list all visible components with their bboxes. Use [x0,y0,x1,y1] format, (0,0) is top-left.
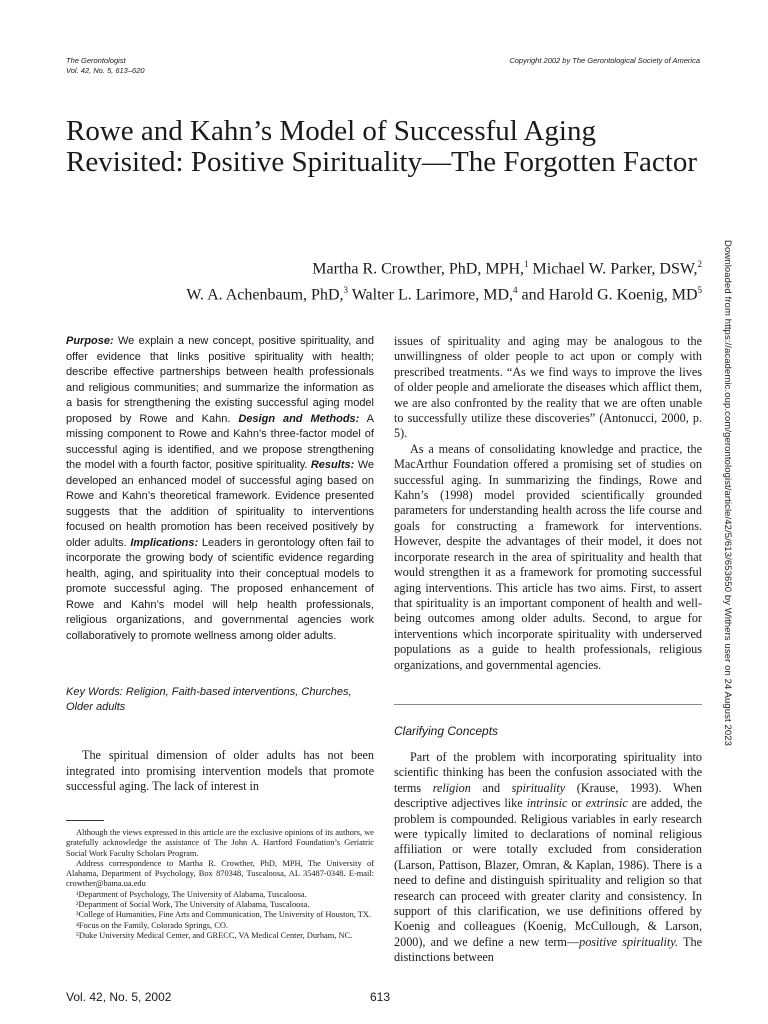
abstract [66,334,374,644]
download-note: Downloaded from https://academic.oup.com/gerontologist/article/42/5/613/653650 by Withers user on 24 August 2023 [722,240,733,747]
footnote-affiliation: ¹Department of Psychology, The University of Alabama, Tuscaloosa. [76,889,307,899]
journal-header [66,56,145,76]
term-extrinsic: extrinsic [585,796,628,811]
footnote-affiliation: ³College of Humanities, Fine Arts and Communication, The University of Houston, TX. [76,910,372,920]
abstract-label-implications: Implications: [130,536,199,549]
author-line-2 [42,280,702,306]
term-positive-spirituality: positive spirituality. [579,934,679,949]
abstract-purpose: We explain a new concept, positive spirituality, and offer evidence that links positive spirituality with health; describe effective partnerships between health professionals and religious communities; and summarize the information as a basis for strengthening the existing successful aging model proposed by Rowe and Kahn. [66,335,374,425]
footnote-affiliation: ⁵Duke University Medical Center, and GRECC, VA Medical Center, Durham, NC. [76,930,353,940]
term-religion: religion [432,780,471,795]
abstract-label-design: Design and Methods: [238,412,360,425]
text-run: Part of the problem with incorporating spirituality into scientific thinking has been the confusion associated with the terms [394,750,702,795]
journal-name: The Gerontologist [66,56,126,65]
affiliation-marker: 1 [524,259,529,269]
text-run: The distinctions between [394,934,702,965]
keywords: Key Words: Religion, Faith-based interventions, Churches, Older adults [66,686,352,713]
term-spirituality: spirituality [511,780,566,795]
body-paragraph [394,750,702,966]
affiliation-marker: 3 [343,284,348,295]
footnote-divider [66,820,104,821]
abstract-label-purpose: Purpose: [66,335,114,347]
right-column-bottom [394,750,702,966]
abstract-design: A missing component to Rowe and Kahn’s three-factor model of successful aging is identified, and we propose strengthening the model with a fourth factor, positive spirituality. [66,412,374,471]
article-title: Rowe and Kahn’s Model of Successful Aging Revisited: Positive Spirituality—The Forgotten Factor [66,115,697,178]
author-name: Martha R. Crowther, PhD, MPH, [312,260,525,278]
author-list [42,254,702,306]
abstract-results: We developed an enhanced model of successful aging based on Rowe and Kahn’s theoretical framework. Evidence presented suggests that the addition of spirituality to interventions focused on health promotion has been received positively by older adults. [66,459,374,549]
section-divider [394,704,702,705]
text-run: and [470,780,512,795]
abstract-implications: Leaders in gerontology often fail to incorporate the growing body of scientific evidence regarding health, aging, and spirituality into their conceptual models to promote successful aging. The proposed enhancement of Rowe and Kahn’s model will help health professionals, religious organizations, and governmental agencies work collaboratively to promote wellness among older adults. [66,536,375,642]
footnote-affiliation: ²Department of Social Work, The University of Alabama, Tuscaloosa. [76,900,310,910]
body-paragraph: issues of spirituality and aging may be analogous to the unwillingness of older people to act upon or comply with prescribed treatments. “As we find ways to improve the lives of older people and ameliorate the diseases which afflict them, we are also confronted by the reality that we are often unable to successfully utilize these discoveries” (Antonucci, 2000, p. 5). [394,334,702,441]
volume-info: Vol. 42, No. 5, 613–620 [66,66,145,75]
footnotes [66,828,374,941]
right-column-top [394,334,702,673]
footnote-acknowledgment: Although the views expressed in this article are the exclusive opinions of its authors, we gratefully acknowledge the assistance of The John A. Hartford Foundation’s Geriatric Social Work Faculty Scholars Program. [66,828,374,858]
affiliation-marker: 5 [697,284,702,295]
term-intrinsic: intrinsic [526,796,568,811]
abstract-label-results: Results: [310,459,355,471]
body-paragraph-intro: The spiritual dimension of older adults has not been integrated into promising intervention models that promote successful aging. The lack of interest in [66,748,374,793]
text-run: (Krause, 1993). When descriptive adjectives like [394,780,702,811]
text-run: or [567,796,586,811]
section-heading: Clarifying Concepts [394,724,499,738]
footnote-affiliation: ⁴Focus on the Family, Colorado Springs, CO. [76,920,228,930]
body-paragraph: As a means of consolidating knowledge and practice, the MacArthur Foundation offered a promising set of studies on successful aging. In summarizing the findings, Rowe and Kahn’s (1998) model provided scientifically grounded parameters for understanding health across the life course and goals for constructing a framework for interventions. However, despite the advantages of their model, it does not incorporate research in the area of spirituality and health that would strengthen it as a framework for promoting successful aging interventions. This article has two aims. First, to assert that spirituality is an important component of health and well-being outcomes among older adults. Second, to argue for interventions which incorporate spirituality with underserved populations as a guide to health professionals, religious organizations, and governmental agencies. [394,441,702,672]
page-number: 613 [370,990,391,1004]
copyright-notice: Copyright 2002 by The Gerontological Society of America [509,56,700,65]
footnote-correspondence: Address correspondence to Martha R. Crowther, PhD, MPH, The University of Alabama, Department of Psychology, Box 870348, Tuscaloosa, AL 35487-0348. E-mail: crowther@bama.ua.edu [66,858,374,889]
text-run: are added, the problem is compounded. Religious variables in early research were typically limited to declarations of nominal religious affiliation or were totally excluded from consideration (Larson, Pattison, Blazer, Omran, & Kaplan, 1986). There is a need to define and distinguish spirituality and religion so that research can proceed with greater clarity and consistency. In support of this clarification, we use definitions offered by Koenig and colleagues (Koenig, McCullough, & Larson, 2000), and we define a new term— [394,796,702,949]
author-name: W. A. Achenbaum, PhD, [186,286,344,304]
download-sidebar [707,240,747,800]
affiliation-marker: 4 [513,284,518,295]
author-line-1 [42,254,702,280]
author-name: Walter L. Larimore, MD, [348,286,514,304]
footer-volume: Vol. 42, No. 5, 2002 [66,990,172,1004]
author-name: and Harold G. Koenig, MD [517,286,698,304]
affiliation-marker: 2 [697,259,702,269]
author-name: Michael W. Parker, DSW, [528,260,698,278]
